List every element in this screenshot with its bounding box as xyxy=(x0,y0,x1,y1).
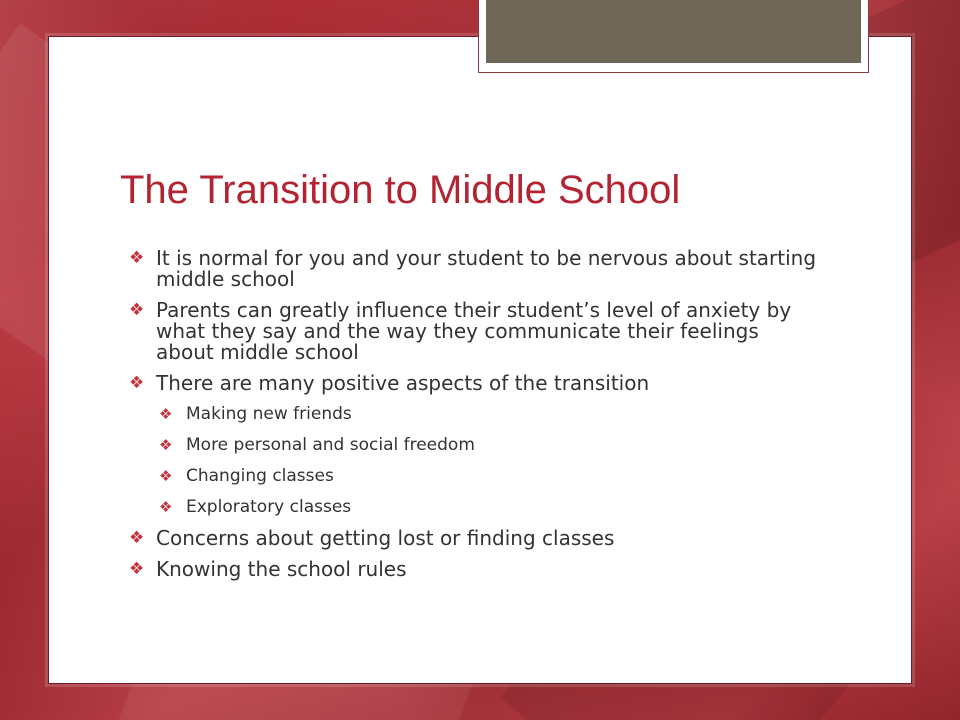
diamond-bullet-icon: ❖ xyxy=(129,373,145,393)
diamond-bullet-icon: ❖ xyxy=(129,248,145,268)
bullet-list xyxy=(129,248,819,590)
diamond-bullet-icon: ❖ xyxy=(129,300,145,320)
diamond-bullet-icon: ❖ xyxy=(129,559,145,579)
bullet-text: There are many positive aspects of the transition xyxy=(156,371,650,395)
bullet-text: Knowing the school rules xyxy=(156,557,407,581)
diamond-bullet-icon: ❖ xyxy=(159,405,173,423)
bullet-item xyxy=(129,248,819,290)
sub-bullet-item xyxy=(159,497,819,517)
sub-bullet-text: Making new friends xyxy=(186,404,352,424)
diamond-bullet-icon: ❖ xyxy=(159,467,173,485)
sub-bullet-text: More personal and social freedom xyxy=(186,435,475,455)
sub-bullet-item xyxy=(159,435,819,455)
top-tab-block xyxy=(486,0,861,63)
diamond-bullet-icon: ❖ xyxy=(129,528,145,548)
diamond-bullet-icon: ❖ xyxy=(159,436,173,454)
bullet-item xyxy=(129,300,819,363)
bullet-text: Concerns about getting lost or finding classes xyxy=(156,526,615,550)
bullet-item xyxy=(129,559,819,580)
bullet-text: Parents can greatly influence their student’s level of anxiety by what they say and the way they communicate their feelings about middle school xyxy=(156,298,792,364)
sub-bullet-text: Exploratory classes xyxy=(186,497,352,517)
bullet-text: It is normal for you and your student to be nervous about starting middle school xyxy=(156,246,817,291)
sub-bullet-text: Changing classes xyxy=(186,466,334,486)
sub-bullet-item xyxy=(159,404,819,424)
sub-bullet-item xyxy=(159,466,819,486)
bullet-item xyxy=(129,373,819,394)
diamond-bullet-icon: ❖ xyxy=(159,498,173,516)
bullet-item xyxy=(129,528,819,549)
slide-title: The Transition to Middle School xyxy=(120,168,681,212)
